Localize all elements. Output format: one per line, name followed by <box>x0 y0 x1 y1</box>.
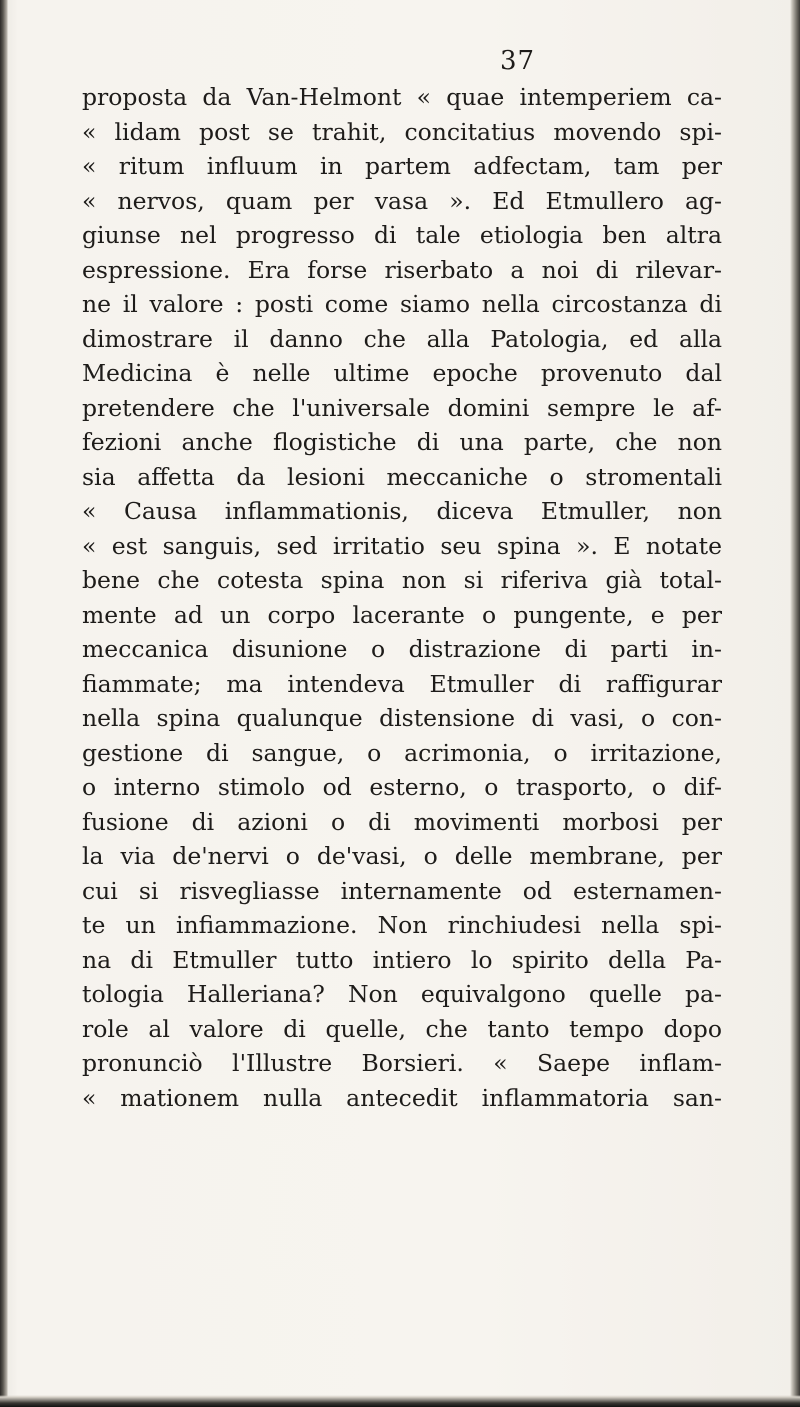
text-line: gestione di sangue, o acrimonia, o irritazione, <box>82 738 722 767</box>
text-line: tologia Halleriana? Non equivalgono quelle pa- <box>82 980 722 1008</box>
text-line: « lidam post se trahit, concitatius movendo spi- <box>82 117 722 146</box>
text-line: « mationem nulla antecedit inflammatoria san- <box>82 1083 722 1112</box>
text-line: bene che cotesta spina non si riferiva già total- <box>82 566 722 594</box>
text-line: mente ad un corpo lacerante o pungente, e per <box>82 600 722 629</box>
text-line: « Causa inflammationis, diceva Etmuller, non <box>82 497 722 525</box>
text-line: fusione di azioni o di movimenti morbosi per <box>82 807 722 836</box>
text-line: role al valore di quelle, che tanto tempo dopo <box>82 1014 722 1043</box>
text-line: sia affetta da lesioni meccaniche o stromentali <box>82 462 722 491</box>
text-line: pronunciò l'Illustre Borsieri. « Saepe inflam- <box>82 1049 722 1077</box>
text-line: cui si risvegliasse internamente od esternamen- <box>82 876 722 905</box>
text-line: fiammate; ma intendeva Etmuller di raffigurar <box>82 669 722 698</box>
text-line: meccanica disunione o distrazione di parti in- <box>82 635 722 663</box>
text-line: nella spina qualunque distensione di vasi, o con- <box>82 704 722 732</box>
text-line: Medicina è nelle ultime epoche provenuto dal <box>82 359 722 387</box>
text-line: giunse nel progresso di tale etiologia ben altra <box>82 221 722 249</box>
page-binding-shadow-left <box>0 0 8 1407</box>
text-line: ne il valore : posti come siamo nella circostanza di <box>82 290 722 318</box>
text-line: « est sanguis, sed irritatio seu spina ». E notate <box>82 531 722 560</box>
text-line: te un infiammazione. Non rinchiudesi nella spi- <box>82 911 722 939</box>
text-line: dimostrare il danno che alla Patologia, ed alla <box>82 324 722 353</box>
text-line: o interno stimolo od esterno, o trasporto, o dif- <box>82 773 722 801</box>
text-line: pretendere che l'universale domini sempre le af- <box>82 393 722 422</box>
text-line: fezioni anche flogistiche di una parte, che non <box>82 428 722 456</box>
text-line: la via de'nervi o de'vasi, o delle membrane, per <box>82 842 722 870</box>
text-line: « nervos, quam per vasa ». Ed Etmullero ag- <box>82 186 722 215</box>
page-number: 37 <box>500 46 536 76</box>
text-line: « ritum influum in partem adfectam, tam per <box>82 152 722 180</box>
page-edge-shadow-right <box>790 0 800 1407</box>
text-line: na di Etmuller tutto intiero lo spirito della Pa- <box>82 945 722 974</box>
text-line: espressione. Era forse riserbato a noi di rilevar- <box>82 255 722 284</box>
page-edge-shadow-bottom <box>0 1395 800 1407</box>
body-text <box>82 80 722 1115</box>
text-line: proposta da Van-Helmont « quae intemperiem ca- <box>82 83 722 111</box>
